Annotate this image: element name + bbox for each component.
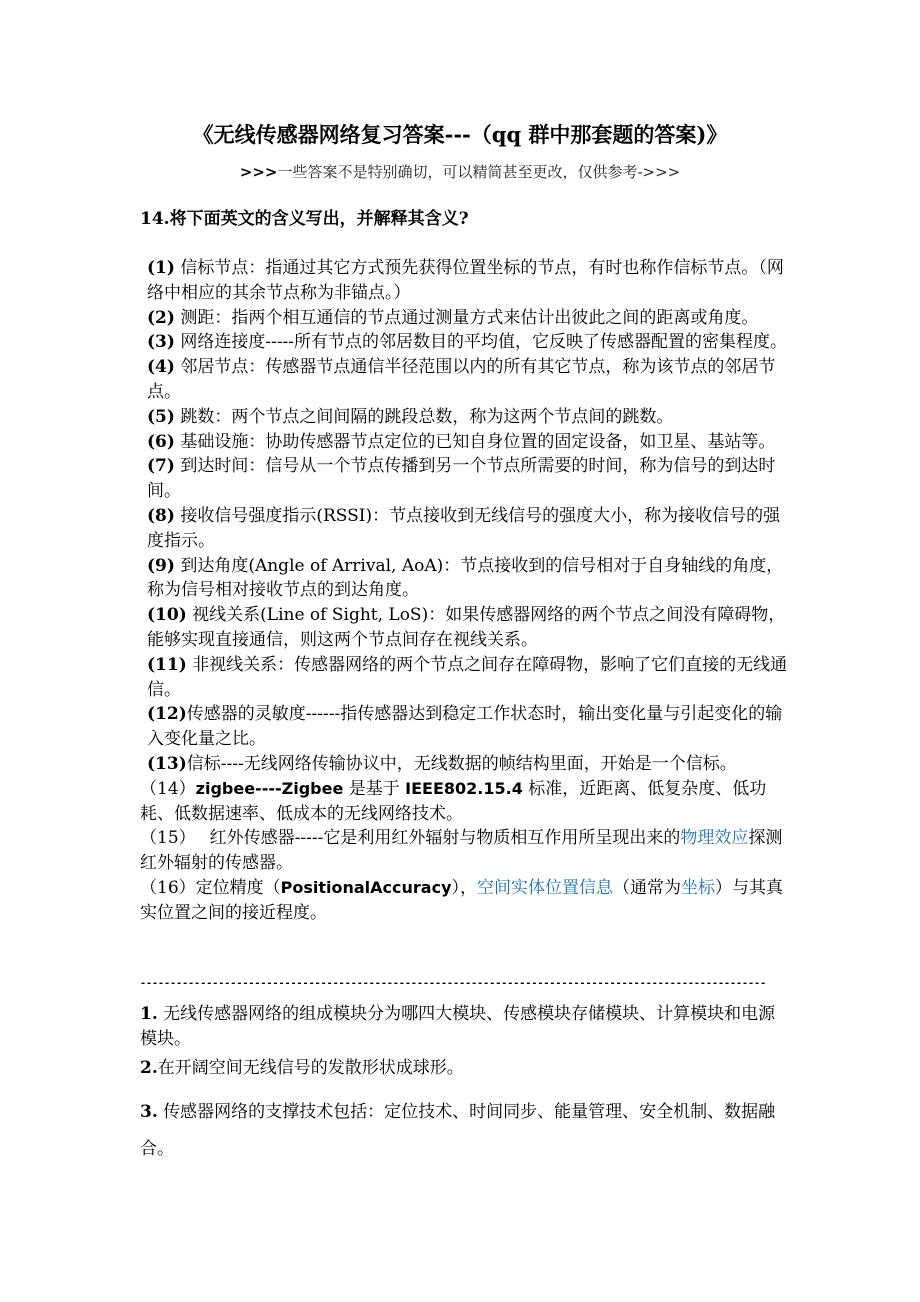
definition-number: (4) bbox=[147, 357, 175, 378]
definition-text: 到达时间：信号从一个节点传播到另一个节点所需要的时间，称为信号的到达时间。 bbox=[147, 456, 776, 502]
separator-line: -------------------------------------------------------------------------------------------------------- bbox=[140, 980, 767, 988]
question-14-heading: 14.将下面英文的含义写出，并解释其含义? bbox=[140, 209, 469, 229]
definition-number: （16） bbox=[140, 877, 196, 898]
definition-number: (8) bbox=[147, 505, 175, 526]
coordinate-link[interactable]: 坐标 bbox=[681, 877, 716, 898]
document-title: 《无线传感器网络复习答案---（qq 群中那套题的答案)》 bbox=[192, 122, 728, 147]
definition-number: (9) bbox=[147, 555, 175, 576]
definition-number: (13) bbox=[147, 753, 187, 774]
definition-number: (6) bbox=[147, 431, 175, 452]
definition-item bbox=[140, 405, 790, 430]
definition-item-zigbee bbox=[140, 777, 790, 827]
definition-item bbox=[140, 454, 790, 504]
physical-effect-link[interactable]: 物理效应 bbox=[680, 828, 749, 849]
definition-text: 红外传感器-----它是利用红外辐射与物质相互作用所呈现出来的 bbox=[209, 828, 681, 849]
answer-3 bbox=[140, 1094, 790, 1168]
answer-2 bbox=[140, 1056, 790, 1081]
definition-text: 信标----无线网络传输协议中，无线数据的帧结构里面，开始是一个信标。 bbox=[186, 753, 737, 774]
definition-text: 信标节点：指通过其它方式预先获得位置坐标的节点，有时也称作信标节点。（网络中相应的其余节点称为非锚点。） bbox=[147, 258, 784, 303]
definition-text: 探测红外辐射的传感器。 bbox=[140, 828, 783, 874]
definition-number: （14） bbox=[140, 778, 196, 799]
definition-term: zigbee----Zigbee bbox=[195, 778, 344, 798]
definition-item bbox=[140, 430, 790, 455]
definition-text: 基础设施：协助传感器节点定位的已知自身位置的固定设备，如卫星、基站等。 bbox=[180, 431, 776, 452]
definition-text: 非视线关系：传感器网络的两个节点之间存在障碍物，影响了它们直接的无线通信。 bbox=[147, 654, 788, 700]
definition-text: 邻居节点：传感器节点通信半径范围以内的所有其它节点，称为该节点的邻居节点。 bbox=[147, 357, 776, 402]
definition-item bbox=[140, 702, 790, 752]
answer-number: 2. bbox=[140, 1058, 158, 1078]
answer-1 bbox=[140, 1002, 790, 1052]
definition-text: 标准，近距离、低复杂度、低功耗、低数据速率、低成本的无线网络技术。 bbox=[140, 778, 767, 824]
definition-item-infrared bbox=[140, 826, 790, 876]
definition-text: ）， bbox=[451, 877, 478, 898]
definition-item bbox=[140, 504, 790, 554]
document-subtitle bbox=[0, 160, 920, 184]
definition-item-accuracy bbox=[140, 876, 790, 926]
definition-text: 网络连接度-----所有节点的邻居数目的平均值，它反映了传感器配置的密集程度。 bbox=[180, 332, 788, 353]
answer-number: 1. bbox=[140, 1004, 158, 1024]
definition-number: (10) bbox=[147, 605, 187, 626]
definition-text: 接收信号强度指示(RSSI)：节点接收到无线信号的强度大小，称为接收信号的强度指示。 bbox=[147, 505, 781, 551]
definition-item bbox=[140, 355, 790, 405]
definition-item bbox=[140, 653, 790, 703]
definition-text: 定位精度（ bbox=[195, 877, 281, 898]
definition-number: （15） bbox=[140, 828, 196, 849]
definition-term: PositionalAccuracy bbox=[280, 877, 452, 897]
definition-text: 视线关系(Line of Sight, LoS)：如果传感器网络的两个节点之间没有障碍物，能够实现直接通信，则这两个节点间存在视线关系。 bbox=[147, 605, 786, 650]
definition-item bbox=[140, 554, 790, 604]
definition-text: ）与其真实位置之间的接近程度。 bbox=[140, 877, 784, 923]
definition-number: (3) bbox=[147, 332, 175, 353]
definition-item bbox=[140, 752, 790, 777]
spatial-entity-link[interactable]: 空间实体位置信息 bbox=[477, 877, 614, 898]
standard-name: IEEE802.15.4 bbox=[405, 778, 523, 798]
definition-text: 测距：指两个相互通信的节点通过测量方式来估计出彼此之间的距离或角度。 bbox=[180, 307, 759, 328]
definition-number: (5) bbox=[147, 406, 175, 427]
definition-number: (2) bbox=[147, 307, 175, 328]
definition-number: (11) bbox=[147, 654, 187, 675]
definition-number: (7) bbox=[147, 456, 175, 477]
definition-text: 跳数：两个节点之间间隔的跳段总数，称为这两个节点间的跳数。 bbox=[180, 406, 674, 427]
answer-text: 无线传感器网络的组成模块分为哪四大模块、传感模块存储模块、计算模块和电源模块。 bbox=[140, 1004, 776, 1049]
answer-text: 在开阔空间无线信号的发散形状成球形。 bbox=[157, 1058, 464, 1078]
definition-item bbox=[140, 603, 790, 653]
answer-text: 传感器网络的支撑技术包括：定位技术、时间同步、能量管理、安全机制、数据融合。 bbox=[140, 1102, 776, 1159]
definition-text: 是基于 bbox=[343, 778, 406, 799]
definition-text: （通常为 bbox=[613, 877, 682, 898]
subtitle-prefix: >>> bbox=[239, 163, 278, 181]
subtitle-text: 一些答案不是特别确切，可以精简甚至更改，仅供参考->>> bbox=[277, 163, 681, 181]
answer-number: 3. bbox=[140, 1102, 158, 1122]
definition-number: (1) bbox=[147, 258, 175, 278]
definition-item bbox=[140, 306, 790, 331]
definition-item bbox=[140, 256, 790, 306]
definition-text: 到达角度(Angle of Arrival, AoA)：节点接收到的信号相对于自身轴线的角度，称为信号相对接收节点的到达角度。 bbox=[147, 555, 784, 601]
definition-number: (12) bbox=[147, 704, 187, 725]
definition-item bbox=[140, 330, 790, 355]
definitions-list bbox=[140, 256, 790, 926]
definition-text: 传感器的灵敏度------指传感器达到稳定工作状态时，输出变化量与引起变化的输入变化量之比。 bbox=[147, 704, 783, 750]
